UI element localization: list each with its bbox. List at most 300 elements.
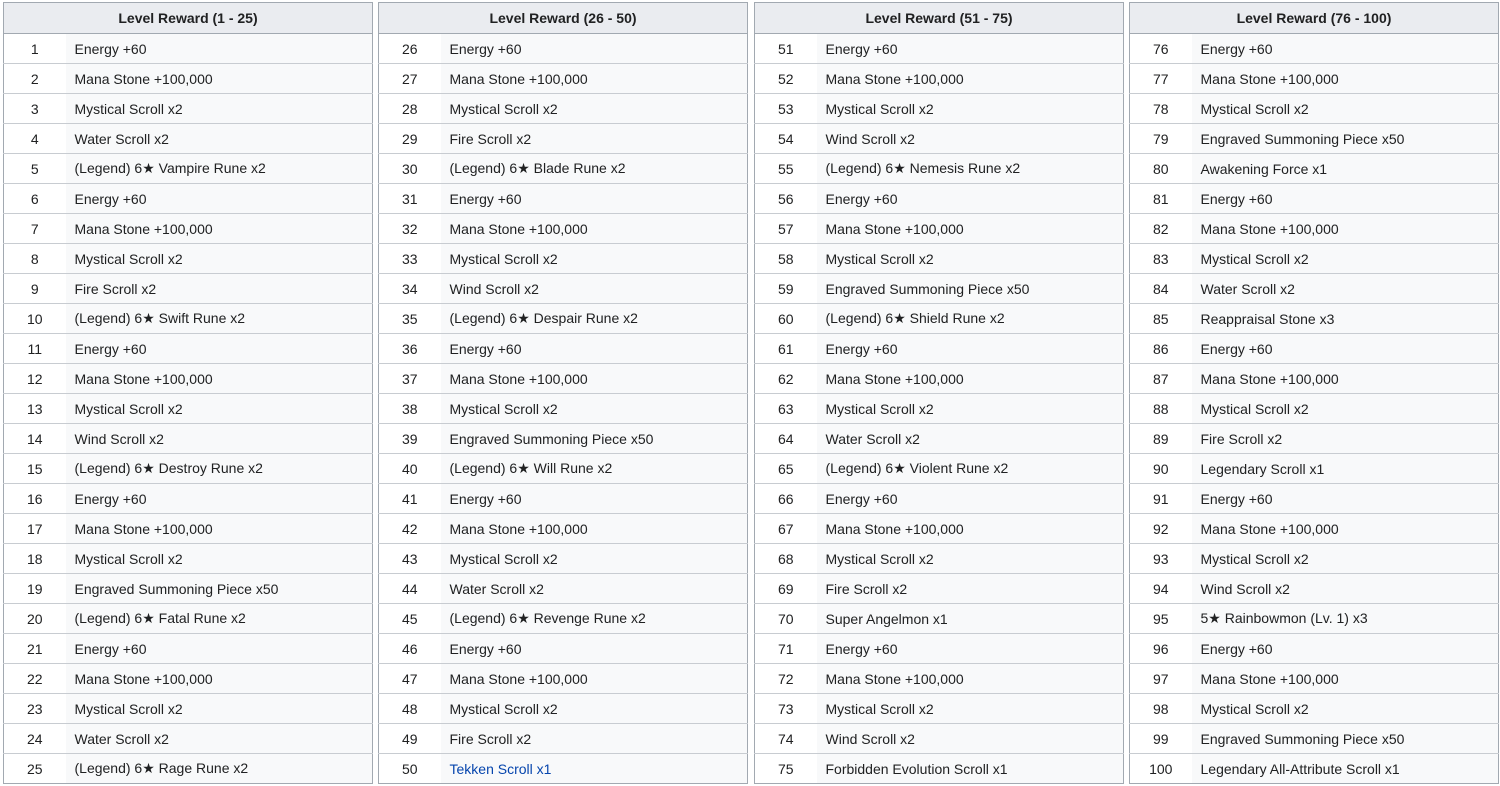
reward-cell: (Legend) 6★ Vampire Rune x2 <box>66 154 373 184</box>
level-cell: 19 <box>4 574 66 604</box>
level-cell: 17 <box>4 514 66 544</box>
reward-cell: Energy +60 <box>66 184 373 214</box>
level-cell: 52 <box>755 64 817 94</box>
reward-cell: Energy +60 <box>1192 184 1499 214</box>
reward-cell: Mana Stone +100,000 <box>1192 214 1499 244</box>
table-row <box>4 454 373 484</box>
table-row <box>755 34 1124 64</box>
reward-cell: Engraved Summoning Piece x50 <box>1192 724 1499 754</box>
reward-cell: Awakening Force x1 <box>1192 154 1499 184</box>
table-row <box>755 514 1124 544</box>
table-row <box>755 394 1124 424</box>
reward-cell: Fire Scroll x2 <box>817 574 1124 604</box>
level-cell: 24 <box>4 724 66 754</box>
level-cell: 79 <box>1130 124 1192 154</box>
level-cell: 44 <box>379 574 441 604</box>
table-row <box>1130 304 1499 334</box>
reward-cell: Fire Scroll x2 <box>1192 424 1499 454</box>
level-reward-table <box>1129 2 1499 784</box>
reward-cell: Mana Stone +100,000 <box>817 664 1124 694</box>
level-cell: 18 <box>4 544 66 574</box>
level-cell: 73 <box>755 694 817 724</box>
table-row <box>379 694 748 724</box>
level-cell: 40 <box>379 454 441 484</box>
table-row <box>755 304 1124 334</box>
reward-cell: (Legend) 6★ Fatal Rune x2 <box>66 604 373 634</box>
table-row <box>1130 364 1499 394</box>
table-row <box>755 694 1124 724</box>
table-row <box>379 574 748 604</box>
level-cell: 7 <box>4 214 66 244</box>
reward-cell: Mana Stone +100,000 <box>817 64 1124 94</box>
reward-cell: Mystical Scroll x2 <box>1192 244 1499 274</box>
table-row <box>1130 124 1499 154</box>
table-row <box>379 724 748 754</box>
table-row <box>755 214 1124 244</box>
reward-cell: Wind Scroll x2 <box>817 724 1124 754</box>
table-row <box>4 664 373 694</box>
level-cell: 96 <box>1130 634 1192 664</box>
reward-cell: Legendary Scroll x1 <box>1192 454 1499 484</box>
table-row <box>755 634 1124 664</box>
reward-cell: Mystical Scroll x2 <box>1192 394 1499 424</box>
level-cell: 68 <box>755 544 817 574</box>
table-row <box>755 604 1124 634</box>
level-cell: 31 <box>379 184 441 214</box>
level-cell: 29 <box>379 124 441 154</box>
level-cell: 91 <box>1130 484 1192 514</box>
level-cell: 67 <box>755 514 817 544</box>
level-cell: 95 <box>1130 604 1192 634</box>
table-row <box>755 274 1124 304</box>
level-cell: 80 <box>1130 154 1192 184</box>
reward-cell: (Legend) 6★ Despair Rune x2 <box>441 304 748 334</box>
table-row <box>755 454 1124 484</box>
table-row <box>379 484 748 514</box>
table-row <box>379 514 748 544</box>
table-row <box>1130 634 1499 664</box>
level-cell: 15 <box>4 454 66 484</box>
reward-cell: Fire Scroll x2 <box>66 274 373 304</box>
reward-cell: Super Angelmon x1 <box>817 604 1124 634</box>
level-cell: 25 <box>4 754 66 784</box>
reward-cell: Mystical Scroll x2 <box>817 94 1124 124</box>
level-cell: 23 <box>4 694 66 724</box>
level-cell: 22 <box>4 664 66 694</box>
table-row <box>4 634 373 664</box>
table-row <box>4 304 373 334</box>
reward-cell: Wind Scroll x2 <box>1192 574 1499 604</box>
level-cell: 28 <box>379 94 441 124</box>
level-cell: 43 <box>379 544 441 574</box>
reward-cell: Mana Stone +100,000 <box>441 664 748 694</box>
level-cell: 64 <box>755 424 817 454</box>
reward-cell: Fire Scroll x2 <box>441 124 748 154</box>
reward-cell: Energy +60 <box>441 334 748 364</box>
table-row <box>1130 544 1499 574</box>
level-cell: 5 <box>4 154 66 184</box>
level-cell: 62 <box>755 364 817 394</box>
reward-cell: Mystical Scroll x2 <box>817 244 1124 274</box>
reward-cell: (Legend) 6★ Violent Rune x2 <box>817 454 1124 484</box>
level-cell: 34 <box>379 274 441 304</box>
table-row <box>1130 244 1499 274</box>
level-reward-table <box>378 2 748 784</box>
level-cell: 30 <box>379 154 441 184</box>
reward-cell: Mana Stone +100,000 <box>441 214 748 244</box>
table-row <box>1130 454 1499 484</box>
level-cell: 49 <box>379 724 441 754</box>
table-row <box>1130 154 1499 184</box>
level-cell: 42 <box>379 514 441 544</box>
level-cell: 27 <box>379 64 441 94</box>
level-cell: 87 <box>1130 364 1192 394</box>
level-cell: 14 <box>4 424 66 454</box>
table-row <box>755 244 1124 274</box>
table-row <box>755 424 1124 454</box>
level-cell: 9 <box>4 274 66 304</box>
table-row <box>379 634 748 664</box>
table-row <box>4 124 373 154</box>
table-row <box>379 124 748 154</box>
reward-cell: Energy +60 <box>441 634 748 664</box>
table-row <box>4 184 373 214</box>
level-cell: 78 <box>1130 94 1192 124</box>
table-row <box>755 184 1124 214</box>
level-cell: 45 <box>379 604 441 634</box>
table-row <box>379 604 748 634</box>
reward-cell: Engraved Summoning Piece x50 <box>66 574 373 604</box>
level-cell: 100 <box>1130 754 1192 784</box>
table-row <box>1130 484 1499 514</box>
reward-cell: (Legend) 6★ Revenge Rune x2 <box>441 604 748 634</box>
reward-cell: Mystical Scroll x2 <box>66 544 373 574</box>
level-cell: 86 <box>1130 334 1192 364</box>
level-cell: 92 <box>1130 514 1192 544</box>
level-cell: 85 <box>1130 304 1192 334</box>
table-row <box>1130 184 1499 214</box>
table-row <box>1130 64 1499 94</box>
table-row <box>1130 574 1499 604</box>
table-row <box>379 34 748 64</box>
reward-cell: Mana Stone +100,000 <box>66 64 373 94</box>
reward-cell: Forbidden Evolution Scroll x1 <box>817 754 1124 784</box>
reward-cell: Mana Stone +100,000 <box>441 514 748 544</box>
reward-cell: Energy +60 <box>817 34 1124 64</box>
level-reward-table <box>754 2 1124 784</box>
table-row <box>1130 664 1499 694</box>
table-row <box>755 94 1124 124</box>
level-cell: 26 <box>379 34 441 64</box>
level-cell: 56 <box>755 184 817 214</box>
reward-cell: 5★ Rainbowmon (Lv. 1) x3 <box>1192 604 1499 634</box>
table-row <box>1130 724 1499 754</box>
level-cell: 61 <box>755 334 817 364</box>
reward-cell: Energy +60 <box>817 184 1124 214</box>
table-row <box>379 334 748 364</box>
level-cell: 8 <box>4 244 66 274</box>
table-row <box>4 514 373 544</box>
reward-cell: Mana Stone +100,000 <box>1192 364 1499 394</box>
reward-cell: Mana Stone +100,000 <box>817 214 1124 244</box>
reward-cell: Energy +60 <box>817 484 1124 514</box>
reward-cell: Mystical Scroll x2 <box>817 544 1124 574</box>
level-cell: 36 <box>379 334 441 364</box>
level-cell: 48 <box>379 694 441 724</box>
level-cell: 20 <box>4 604 66 634</box>
table-row <box>4 154 373 184</box>
table-row <box>379 664 748 694</box>
reward-cell: Water Scroll x2 <box>66 724 373 754</box>
table-row <box>4 34 373 64</box>
level-cell: 97 <box>1130 664 1192 694</box>
table-row <box>1130 214 1499 244</box>
reward-cell: Mystical Scroll x2 <box>441 544 748 574</box>
table-row <box>379 544 748 574</box>
table-row <box>4 94 373 124</box>
reward-cell: Mystical Scroll x2 <box>441 394 748 424</box>
reward-cell: Mana Stone +100,000 <box>66 664 373 694</box>
reward-cell: Energy +60 <box>66 34 373 64</box>
reward-cell: Mystical Scroll x2 <box>66 94 373 124</box>
level-cell: 71 <box>755 634 817 664</box>
level-cell: 59 <box>755 274 817 304</box>
level-cell: 82 <box>1130 214 1192 244</box>
table-row <box>755 154 1124 184</box>
reward-cell: Mana Stone +100,000 <box>1192 664 1499 694</box>
reward-cell: Mystical Scroll x2 <box>817 694 1124 724</box>
level-cell: 55 <box>755 154 817 184</box>
reward-cell: Energy +60 <box>66 484 373 514</box>
level-cell: 63 <box>755 394 817 424</box>
table-row <box>4 574 373 604</box>
table-row <box>755 364 1124 394</box>
table-row <box>4 334 373 364</box>
reward-cell: Energy +60 <box>441 184 748 214</box>
reward-cell: Legendary All-Attribute Scroll x1 <box>1192 754 1499 784</box>
table-row <box>1130 394 1499 424</box>
table-row <box>755 574 1124 604</box>
reward-cell: (Legend) 6★ Rage Rune x2 <box>66 754 373 784</box>
table-row <box>755 664 1124 694</box>
table-row <box>4 274 373 304</box>
level-cell: 1 <box>4 34 66 64</box>
table-title: Level Reward (1 - 25) <box>4 3 373 34</box>
level-cell: 74 <box>755 724 817 754</box>
table-row <box>4 724 373 754</box>
table-row <box>379 754 748 784</box>
reward-cell: (Legend) 6★ Shield Rune x2 <box>817 304 1124 334</box>
table-row <box>1130 94 1499 124</box>
table-row <box>755 334 1124 364</box>
level-cell: 50 <box>379 754 441 784</box>
table-row <box>4 544 373 574</box>
table-row <box>379 94 748 124</box>
table-title: Level Reward (51 - 75) <box>755 3 1124 34</box>
table-row <box>1130 424 1499 454</box>
level-cell: 38 <box>379 394 441 424</box>
table-row <box>379 394 748 424</box>
reward-cell: Mana Stone +100,000 <box>441 64 748 94</box>
reward-cell: Mana Stone +100,000 <box>817 514 1124 544</box>
table-row <box>4 484 373 514</box>
table-row <box>755 64 1124 94</box>
reward-cell: Engraved Summoning Piece x50 <box>441 424 748 454</box>
level-cell: 35 <box>379 304 441 334</box>
reward-cell: Wind Scroll x2 <box>817 124 1124 154</box>
level-cell: 33 <box>379 244 441 274</box>
table-row <box>755 724 1124 754</box>
level-cell: 76 <box>1130 34 1192 64</box>
level-cell: 93 <box>1130 544 1192 574</box>
reward-cell: Mystical Scroll x2 <box>1192 694 1499 724</box>
table-row <box>1130 34 1499 64</box>
reward-cell: Mana Stone +100,000 <box>66 214 373 244</box>
level-cell: 77 <box>1130 64 1192 94</box>
level-cell: 39 <box>379 424 441 454</box>
reward-cell: Mystical Scroll x2 <box>441 244 748 274</box>
level-cell: 3 <box>4 94 66 124</box>
table-row <box>379 424 748 454</box>
table-row <box>379 274 748 304</box>
level-cell: 11 <box>4 334 66 364</box>
reward-cell: Wind Scroll x2 <box>66 424 373 454</box>
level-cell: 16 <box>4 484 66 514</box>
reward-cell: Mana Stone +100,000 <box>441 364 748 394</box>
level-cell: 98 <box>1130 694 1192 724</box>
level-cell: 88 <box>1130 394 1192 424</box>
reward-cell: (Legend) 6★ Will Rune x2 <box>441 454 748 484</box>
table-row <box>379 244 748 274</box>
table-row <box>1130 694 1499 724</box>
reward-cell: Energy +60 <box>1192 34 1499 64</box>
level-cell: 57 <box>755 214 817 244</box>
table-row <box>379 454 748 484</box>
reward-cell: Mana Stone +100,000 <box>1192 514 1499 544</box>
reward-cell: Mystical Scroll x2 <box>1192 94 1499 124</box>
table-row <box>1130 274 1499 304</box>
reward-cell: Engraved Summoning Piece x50 <box>1192 124 1499 154</box>
reward-cell: Mana Stone +100,000 <box>1192 64 1499 94</box>
level-cell: 99 <box>1130 724 1192 754</box>
table-row <box>755 124 1124 154</box>
reward-cell: Mana Stone +100,000 <box>817 364 1124 394</box>
reward-cell: Energy +60 <box>66 334 373 364</box>
reward-cell: Mystical Scroll x2 <box>817 394 1124 424</box>
level-cell: 89 <box>1130 424 1192 454</box>
reward-cell: (Legend) 6★ Swift Rune x2 <box>66 304 373 334</box>
reward-cell: Energy +60 <box>1192 334 1499 364</box>
table-row <box>379 364 748 394</box>
reward-cell: Mystical Scroll x2 <box>66 694 373 724</box>
table-row <box>4 214 373 244</box>
level-cell: 90 <box>1130 454 1192 484</box>
table-row <box>755 544 1124 574</box>
table-row <box>379 304 748 334</box>
level-cell: 41 <box>379 484 441 514</box>
level-cell: 4 <box>4 124 66 154</box>
level-cell: 53 <box>755 94 817 124</box>
level-cell: 32 <box>379 214 441 244</box>
level-reward-table <box>3 2 373 784</box>
level-cell: 21 <box>4 634 66 664</box>
level-cell: 72 <box>755 664 817 694</box>
reward-cell: Energy +60 <box>441 484 748 514</box>
reward-cell: Engraved Summoning Piece x50 <box>817 274 1124 304</box>
level-cell: 70 <box>755 604 817 634</box>
reward-cell: (Legend) 6★ Nemesis Rune x2 <box>817 154 1124 184</box>
table-row <box>1130 754 1499 784</box>
reward-link[interactable]: Tekken Scroll x1 <box>441 754 748 784</box>
reward-cell: Mana Stone +100,000 <box>66 364 373 394</box>
level-cell: 37 <box>379 364 441 394</box>
reward-cell: Energy +60 <box>1192 484 1499 514</box>
level-cell: 6 <box>4 184 66 214</box>
table-row <box>379 64 748 94</box>
table-row <box>4 694 373 724</box>
level-cell: 65 <box>755 454 817 484</box>
level-cell: 51 <box>755 34 817 64</box>
reward-cell: Mystical Scroll x2 <box>441 94 748 124</box>
reward-cell: Water Scroll x2 <box>66 124 373 154</box>
table-row <box>4 604 373 634</box>
reward-cell: Energy +60 <box>441 34 748 64</box>
reward-cell: Energy +60 <box>817 634 1124 664</box>
level-cell: 47 <box>379 664 441 694</box>
reward-cell: Mystical Scroll x2 <box>1192 544 1499 574</box>
reward-cell: Mana Stone +100,000 <box>66 514 373 544</box>
level-cell: 81 <box>1130 184 1192 214</box>
level-cell: 12 <box>4 364 66 394</box>
table-row <box>379 154 748 184</box>
level-cell: 58 <box>755 244 817 274</box>
table-row <box>1130 514 1499 544</box>
reward-cell: Reappraisal Stone x3 <box>1192 304 1499 334</box>
level-cell: 84 <box>1130 274 1192 304</box>
level-cell: 2 <box>4 64 66 94</box>
reward-cell: Water Scroll x2 <box>441 574 748 604</box>
level-cell: 66 <box>755 484 817 514</box>
level-cell: 60 <box>755 304 817 334</box>
table-row <box>379 214 748 244</box>
table-row <box>1130 334 1499 364</box>
reward-cell: (Legend) 6★ Destroy Rune x2 <box>66 454 373 484</box>
reward-cell: Energy +60 <box>66 634 373 664</box>
table-row <box>1130 604 1499 634</box>
reward-cell: Mystical Scroll x2 <box>66 244 373 274</box>
level-cell: 75 <box>755 754 817 784</box>
level-cell: 83 <box>1130 244 1192 274</box>
level-cell: 94 <box>1130 574 1192 604</box>
table-title: Level Reward (76 - 100) <box>1130 3 1499 34</box>
reward-cell: Wind Scroll x2 <box>441 274 748 304</box>
level-cell: 10 <box>4 304 66 334</box>
table-row <box>4 244 373 274</box>
reward-cell: Mystical Scroll x2 <box>441 694 748 724</box>
level-cell: 69 <box>755 574 817 604</box>
table-title: Level Reward (26 - 50) <box>379 3 748 34</box>
table-row <box>755 754 1124 784</box>
table-row <box>4 364 373 394</box>
table-row <box>755 484 1124 514</box>
reward-cell: Energy +60 <box>1192 634 1499 664</box>
reward-cell: Energy +60 <box>817 334 1124 364</box>
table-row <box>4 394 373 424</box>
level-cell: 13 <box>4 394 66 424</box>
level-cell: 46 <box>379 634 441 664</box>
reward-cell: (Legend) 6★ Blade Rune x2 <box>441 154 748 184</box>
reward-cell: Fire Scroll x2 <box>441 724 748 754</box>
